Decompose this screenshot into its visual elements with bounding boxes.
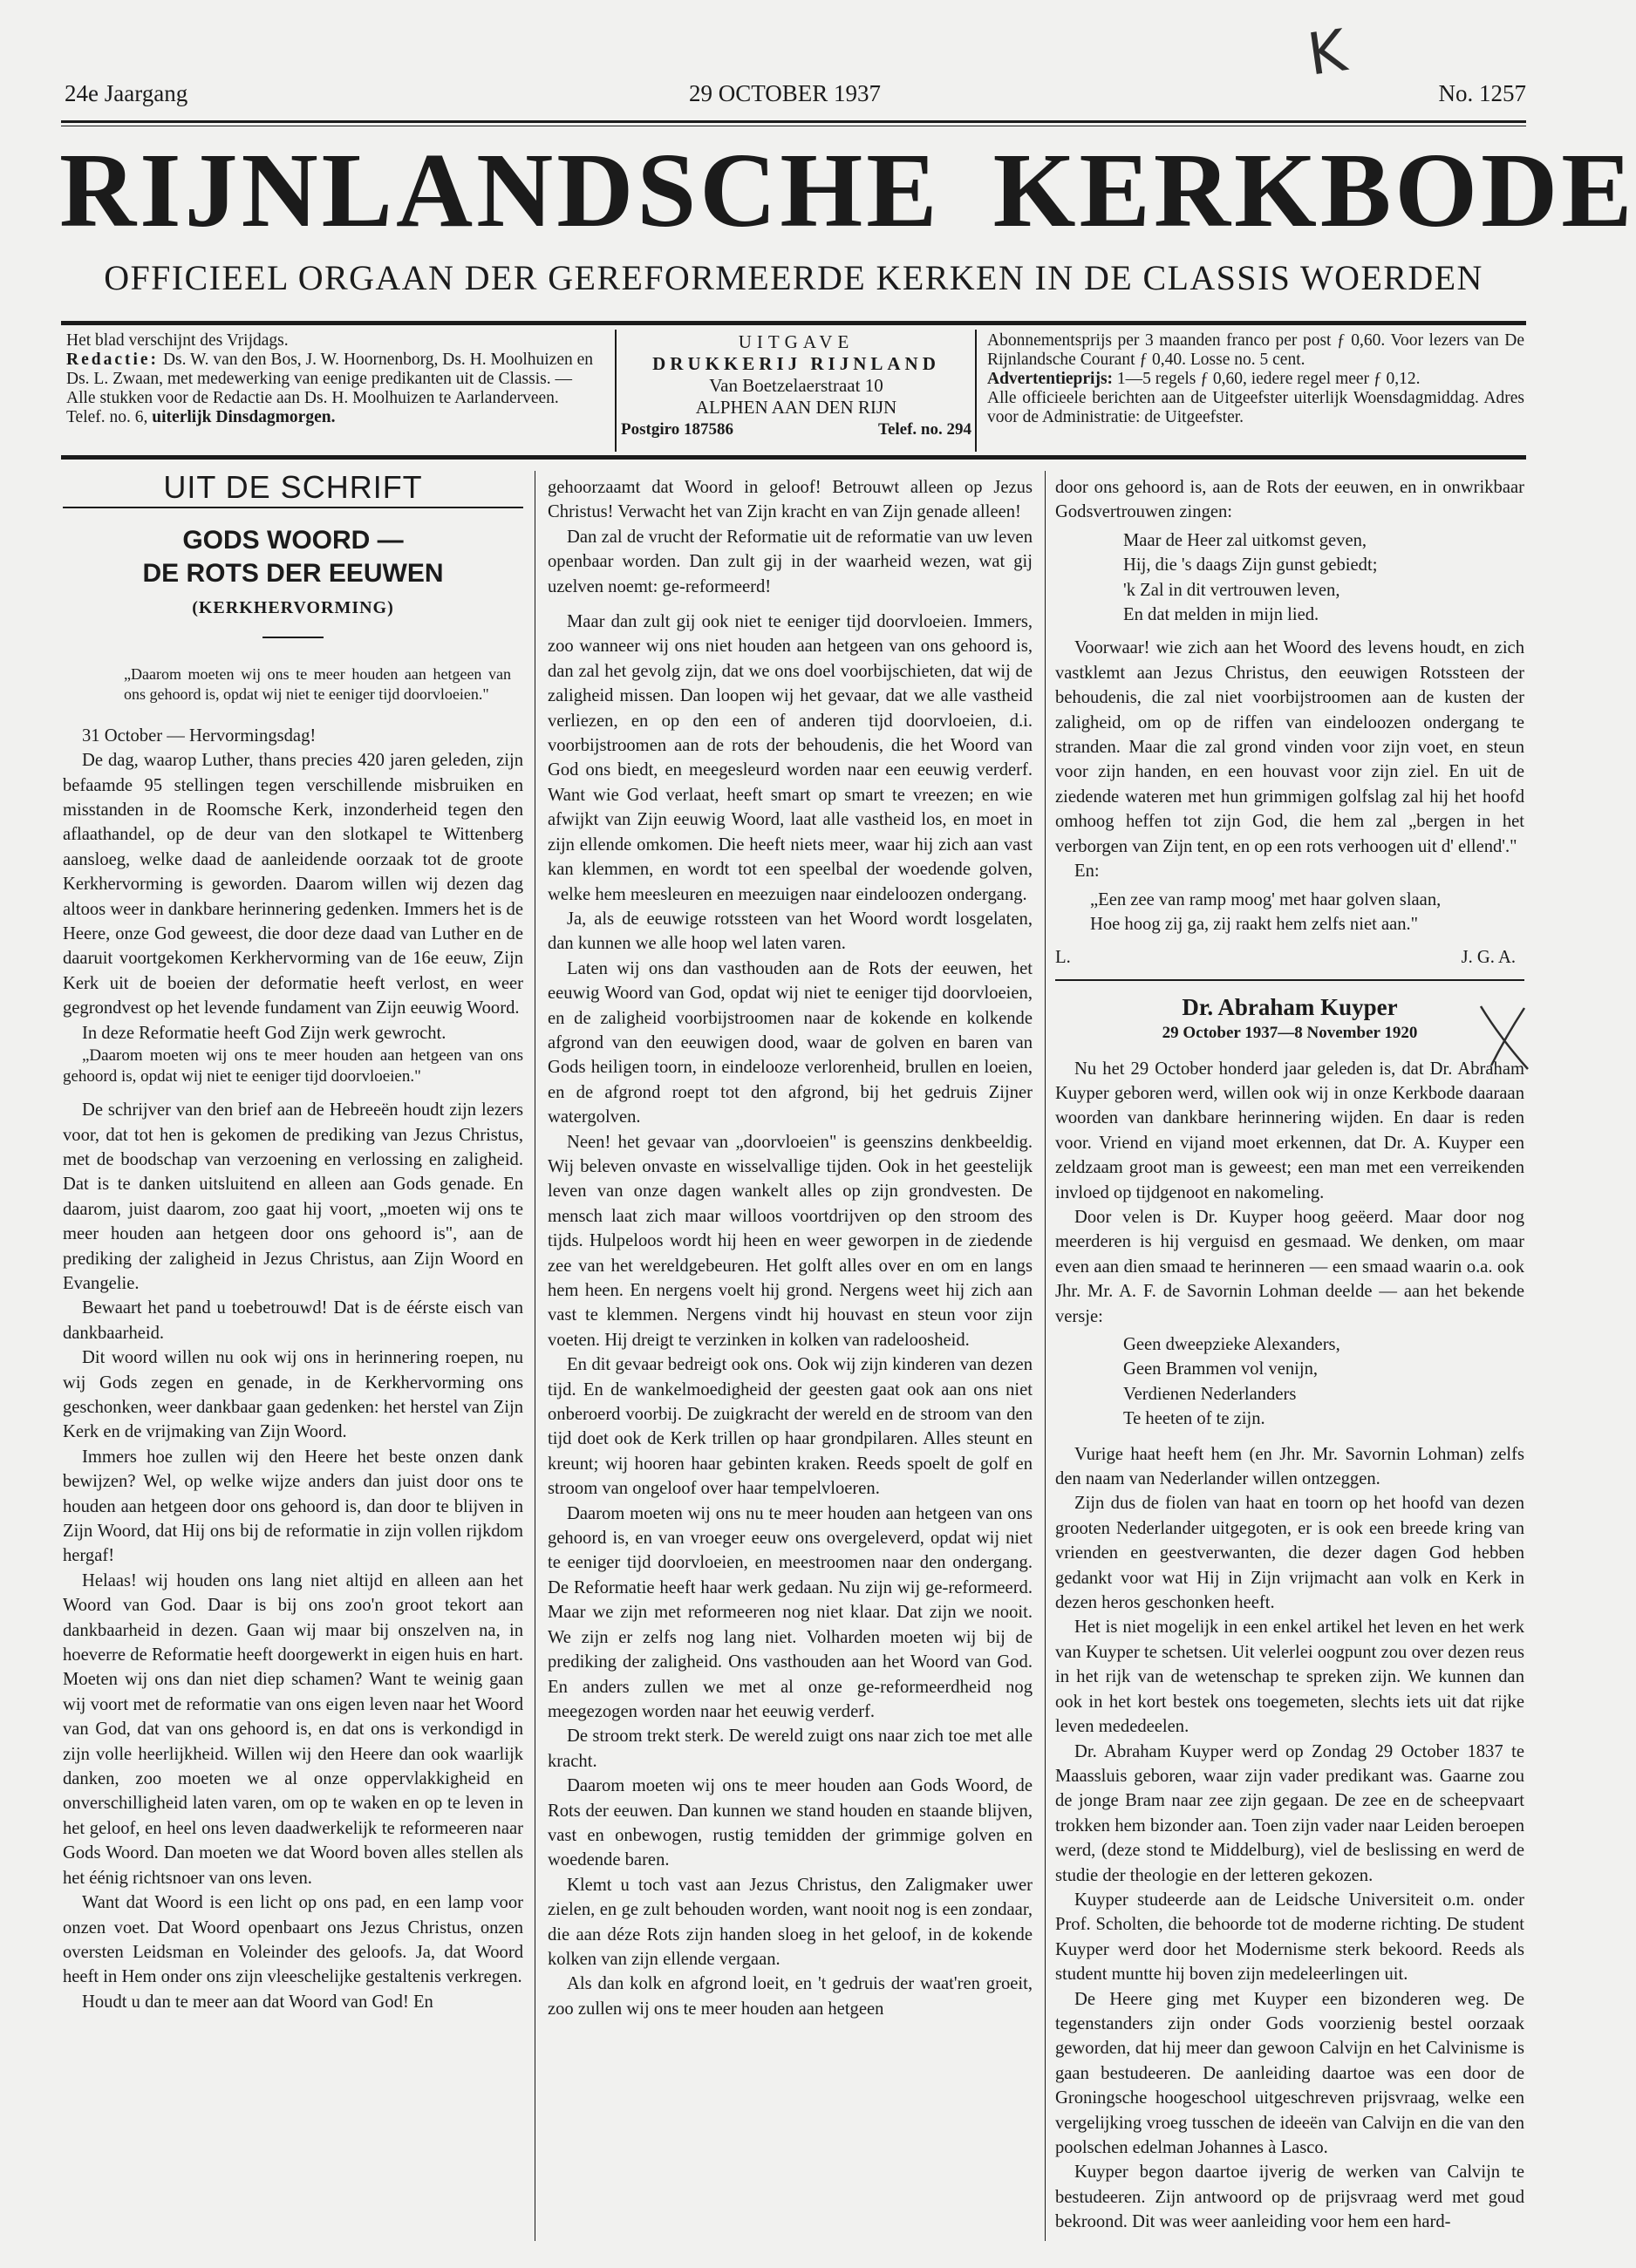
paragraph: Klemt u toch vast aan Jezus Christus, den Zaligmaker uwer zielen, en ge zult behouden worden, want nooit nog is een zondaar, die aan déze Rots zijn handen sloeg in het geloof, in de kokende kolken van zijn ellende vergaan. <box>548 1875 1033 1969</box>
official-notices: Alle officieele berichten aan de Uitgeefster uiterlijk Woensdagmiddag. Adres voor de Administratie: de Uitgeefster. <box>987 389 1524 426</box>
info-divider-2 <box>975 330 977 452</box>
subscription-price: Abonnementsprijs per 3 maanden franco per post ƒ 0,60. Voor lezers van De Rijnlandsche Courant ƒ 0,40. Losse no. 5 cent. <box>987 331 1524 369</box>
paragraph: Dr. Abraham Kuyper werd op Zondag 29 October 1837 te Maassluis geboren, waar zijn vader predikant was. Gaarne zou de jonge Bram naar zee zijn gegaan. De zee en de scheepvaart trokken hem bizonder aan. Toen zijn vader naar Leiden beroepen werd, (deze stond te Middelburg), viel de beslissing en werd de studie der theologie en der letteren gekozen. <box>1055 1741 1524 1885</box>
paragraph: Vurige haat heeft hem (en Jhr. Mr. Savornin Lohman) zelfs den naam van Nederlander willen ontzeggen. <box>1055 1444 1524 1489</box>
masthead-title <box>59 132 1636 249</box>
paragraph: Neen! het gevaar van „doorvloeien" is geenszins denkbeeldig. Wij beleven onvaste en wisselvallige tijden. Ook in het geestelijk leven van onze dagen wankelt alles op zijn grondvesten. De mensch laat zich maar willoos voortdrijven op den stroom des tijds. Hulpeloos wordt hij heen en weer geworpen in de ziedende zee van het wereldgebeuren. Het golft alles over en om en langs hem heen. En nergens voelt hij grond. Nergens weet hij zich aan vast te klemmen. Nergens vindt hij houvast en steun voor zijn voeten. Hij dreigt te verzinken in kolken van radeloosheid. <box>548 1132 1033 1350</box>
paragraph: Als dan kolk en afgrond loeit, en 't gedruis der waat'ren groeit, zoo zullen wij ons te meer houden aan hetgeen <box>548 1974 1033 2019</box>
postgiro: Postgiro 187586 <box>621 420 733 439</box>
redactie-text: Redactie: Ds. W. van den Bos, J. W. Hoornenborg, Ds. H. Moolhuizen en Ds. L. Zwaan, met medewerking van eenige predikanten uit de Classis. — Alle stukken voor de Redactie aan Ds. H. Moolhuizen te Aarlanderveen. Telef. no. 6, uiterlijk Dinsdagmorgen. <box>66 351 594 426</box>
paragraph: Nu het 29 October honderd jaar geleden is, dat Dr. Abraham Kuyper geboren werd, willen ook wij in onze Kerkbode daaraan woorden van dankbare herinnering wijden. En daar is reden voor. Vriend en vijand moet erkennen, dat Dr. A. Kuyper een zeldzaam groot man is geweest; een man met een verreikenden invloed op tijdgenoot en nakomeling. <box>1055 1059 1524 1202</box>
redactie-deadline: uiterlijk Dinsdagmorgen. <box>152 408 336 426</box>
poem-line: „Een zee van ramp moog' met haar golven slaan, <box>1090 889 1442 909</box>
uitgave-label: UITGAVE <box>738 331 855 352</box>
paragraph: In deze Reformatie heeft God Zijn werk gewrocht. <box>82 1023 446 1043</box>
paragraph: Want dat Woord is een licht op ons pad, en een lamp voor onzen voet. Dat Woord openbaart ons Jezus Christus, onzen oversten Leidsman en Voleinder des geloofs. Ja, dat Woord heeft in Hem onder ons zijn vleeschelijke gestaltenis verkregen. <box>63 1893 523 1987</box>
paragraph: Immers hoe zullen wij den Heere het beste onzen dank bewijzen? Wel, op welke wijze anders dan juist door ons te houden aan hetgeen door ons gehoord is, dan door te blijven in Zijn Woord, dat Hij ons bij de reformatie in zijn vollen rijkdom hergaf! <box>63 1447 523 1566</box>
handwritten-x-icon <box>1474 1003 1535 1073</box>
paragraph: Dit woord willen nu ook wij ons in herinnering roepen, nu wij Gods zegen en genade, in de Kerkhervorming ons geschonken, weer dankbaar gaan gedenken: het herstel van Zijn Kerk en de vrijmaking van Zijn Woord. <box>63 1348 523 1442</box>
paragraph: Kuyper begon daartoe ijverig de werken van Calvijn te bestudeeren. Zijn antwoord op de prijsvraag werd met goud bekroond. Dit was weer aanleiding voor hem een hard- <box>1055 2162 1524 2232</box>
paragraph: Maar dan zult gij ook niet te eeniger tijd doorvloeien. Immers, zoo wanneer wij ons niet houden aan hetgeen van ons gehoord is, dan zal het gevolg zijn, dat we ons doel voorbijschieten, dat wij de zaligheid missen. Dan loopen wij het gevaar, dat we alle vastheid verliezen, en op den een of anderen tijd doorvloeien, d.i. voorbijstroomen aan de rots der behoudenis, die het Woord van God ons biedt, en meegesleurd worden naar een eeuwig verderf. Want wie God verlaat, heeft smart op smart te vreezen; en wie afwijkt van Zijn eeuwig Woord, laat alle vastheid los, en moet in zijn ellende omkomen. Die heeft niets meer, waar hij zich aan vast kan klemmen, en wordt tot een speelbal der woedende golven, welke hem meesleuren en meezuigen naar eindeloozen ondergang. <box>548 612 1033 904</box>
masthead-rule <box>61 321 1526 325</box>
quote-paragraph: „Daarom moeten wij ons te meer houden aan hetgeen van ons gehoord is, opdat wij niet te eeniger tijd doorvloeien." <box>63 1046 523 1086</box>
publisher-phone: Telef. no. 294 <box>878 420 971 439</box>
paragraph: Helaas! wij houden ons lang niet altijd en alleen aan het Woord van God. Daar is bij ons zoo'n groot tekort aan dankbaarheid in dezen. Gaan wij maar bij onszelven na, in hoeverre de Reformatie heeft doorgewerkt in eigen huis en hart. Moeten wij ons dan niet diep schamen? Want te weinig gaan wij voort met de reformatie van ons eigen leven naar het Woord van God, dat van ons gehoord is, en dat ons is verkondigd in zijn volle heerlijkheid. Willen wij den Heere dan ook waarlijk danken, zoo moeten we al onze oppervlakkigheid en onverschilligheid laten varen, om op te waken en op te leven in het geloof, en heel ons leven daadwerkelijk te reformeeren naar Gods Woord. Dan moeten we dat Woord boven alles stellen als het éénig richtsnoer van ons leven. <box>63 1570 523 1888</box>
issue-number: No. 1257 <box>1438 80 1526 106</box>
poem-line: 'k Zal in dit vertrouwen leven, <box>1123 580 1340 600</box>
masthead-word-1: RIJNLANDSCHE <box>59 132 941 249</box>
top-rule <box>61 120 1526 123</box>
section-title: UIT DE SCHRIFT <box>63 475 523 508</box>
paragraph: 31 October — Hervormingsdag! <box>82 725 317 746</box>
paragraph: Daarom moeten wij ons nu te meer houden aan hetgeen van ons gehoord is, en van vroeger eeuw ons overgeleverd, opdat wij niet te eeniger tijd doorvloeien, en meestroomen naar den ondergang. De Reformatie heeft haar werk gedaan. Nu zijn wij ge-reformeerd. Maar we zijn met reformeeren nog niet klaar. Dat zijn we nooit. We zijn er zelfs nog lang niet. Volharden moeten wij bij de prediking der zaligheid. Ons vasthouden aan het Woord van God. En anders zullen we met al onze ge-reformeerdheid nog meegezogen worden naar het eeuwig verderf. <box>548 1503 1033 1721</box>
article-title-line-1: GODS WOORD — <box>182 526 404 555</box>
publisher-name: DRUKKERIJ RIJNLAND <box>652 353 940 374</box>
signature <box>1055 945 1524 970</box>
advertising-price: Advertentieprijs: 1—5 regels ƒ 0,60, iedere regel meer ƒ 0,12. <box>987 370 1421 388</box>
volume-label: 24e Jaargang <box>65 80 188 106</box>
column-2 <box>548 475 1033 2021</box>
paragraph: De Heere ging met Kuyper een bizonderen weg. De tegenstanders zijn onder Gods voorzienig bestel oorzaak geworden, dat hij meer dan gewoon Calvijn en het Calvinisme is gaan bestudeeren. De aanleiding daartoe was een door de Groningsche hoogeschool uitgeschreven prijsvraag, welke een vergelijking vroeg tusschen de ideeën van Calvijn en die van den poolschen edelman Johannes à Lasco. <box>1055 1989 1524 2157</box>
publication-day: Het blad verschijnt des Vrijdags. <box>66 331 289 350</box>
info-rule <box>61 455 1526 460</box>
poem-line: Maar de Heer zal uitkomst geven, <box>1123 530 1367 550</box>
article-separator <box>1055 979 1524 981</box>
paragraph: door ons gehoord is, aan de Rots der eeuwen, en in onwrikbaar Godsvertrouwen zingen: <box>1055 478 1524 522</box>
en-label: En: <box>1074 862 1100 882</box>
poem-line: Hoe hoog zij ga, zij raakt hem zelfs niet aan." <box>1090 914 1419 934</box>
column-divider-2 <box>1045 471 1046 2241</box>
paragraph: gehoorzaamt dat Woord in geloof! Betrouwt alleen op Jezus Christus! Verwacht het van Zijn kracht en van Zijn genade alleen! <box>548 478 1033 522</box>
paragraph: Houdt u dan te meer aan dat Woord van God! En <box>82 1992 433 2012</box>
redactie-label: Redactie: <box>66 351 160 369</box>
paragraph: Dan zal de vrucht der Reformatie uit de reformatie van uw leven openbaar worden. Dan zult gij in der waarheid wezen, wat gij uzelven noemt: ge-reformeerd! <box>548 527 1033 596</box>
paragraph: Laten wij ons dan vasthouden aan de Rots der eeuwen, het eeuwig Woord van God, opdat wij niet te eeniger tijd doorvloeien, en de zaligheid voorbijstroomen naar de kokende en kolkende afgrond van den eeuwigen dood, waar de golven en baren van Gods heiligen toorn, in eindelooze verlorenheid, brullen en loeien, en de afgrond roept tot den afgrond, bij het gedruis Zijner watergolven. <box>548 958 1033 1127</box>
poem <box>1055 1332 1524 1432</box>
info-middle <box>621 331 971 450</box>
poem-line: Geen Brammen vol venijn, <box>1123 1359 1319 1379</box>
poem-line: Te heeten of te zijn. <box>1123 1409 1265 1429</box>
paragraph: De stroom trekt sterk. De wereld zuigt ons naar zich toe met alle kracht. <box>548 1727 1033 1771</box>
info-right <box>987 331 1524 450</box>
publisher-city: ALPHEN AAN DEN RIJN <box>695 397 897 418</box>
paragraph: Kuyper studeerde aan de Leidsche Universiteit o.m. onder Prof. Scholten, die behoorde tot de moderne richting. De student Kuyper werd door het Modernisme sterk bekoord. Reeds als student muntte hij boven zijn medeleerlingen uit. <box>1055 1890 1524 1985</box>
poem-line: Hij, die 's daags Zijn gunst gebiedt; <box>1123 555 1378 576</box>
epigraph: „Daarom moeten wij ons te meer houden aan hetgeen van ons gehoord is, opdat wij niet te eeniger tijd doorvloeien." <box>124 664 511 703</box>
paragraph: Het is niet mogelijk in een enkel artikel het leven en het werk van Kuyper te schetsen. Uit velerlei oogpunt zou over dezen reus in het rijk van de wetenschap te spreken zijn. We kunnen dan ook in het kort bestek ons toegemeten, slechts iets uit dat rijke leven mededeelen. <box>1055 1618 1524 1737</box>
poem <box>1055 888 1524 937</box>
poem-line: En dat melden in mijn lied. <box>1123 605 1319 625</box>
paragraph: Voorwaar! wie zich aan het Woord des levens houdt, en zich vastklemt aan Jezus Christus, den eeuwigen Rotssteen der behoudenis, die zal niet voorbijstroomen aan de kusten der zaligheid, om op de riffen van eindeloozen ondergang te stranden. Maar die zal grond vinden voor zijn voet, en steun voor zijn handen, en een houvast voor zijn ziel. En uit de ziedende wateren met hun grimmigen golfslag zal hij het hoofd omhoog heffen tot zijn God, die hem zal „bergen in het verborgen van Zijn tent, en op een rots verhoogen uit d' ellend'." <box>1055 638 1524 856</box>
paragraph: Ja, als de eeuwige rotssteen van het Woord wordt losgelaten, dan kunnen we alle hoop wel laten varen. <box>548 909 1033 954</box>
paragraph: Bewaart het pand u toebetrouwd! Dat is de éérste eisch van dankbaarheid. <box>63 1298 523 1343</box>
paragraph: Zijn dus de fiolen van haat en toorn op het hoofd van dezen grooten Nederlander uitgegoten, er is ook een breede kring van vrienden en geestverwanten, die dezer dagen God hebben gedankt voor wat Hij in Zijn vrijmacht aan volk en Kerk in dezen heros geschonken heeft. <box>1055 1494 1524 1613</box>
info-divider-1 <box>615 330 617 452</box>
issue-date: 29 OCTOBER 1937 <box>689 80 882 106</box>
poem-line: Geen dweepzieke Alexanders, <box>1123 1335 1340 1354</box>
paragraph: Daarom moeten wij ons te meer houden aan Gods Woord, de Rots der eeuwen. Dan kunnen we stand houden en staande blijven, vast en onbewogen, rustig temidden der grimmige golven en woedende baren. <box>548 1776 1033 1870</box>
signature-right: J. G. A. <box>1461 948 1516 968</box>
article-subtitle: (KERKHERVORMING) <box>192 598 394 618</box>
masthead-word-2: KERKBODE <box>992 132 1636 249</box>
paragraph: De dag, waarop Luther, thans precies 420 jaren geleden, zijn befaamde 95 stellingen tegen verschillende misbruiken en misstanden in de Roomsche Kerk, inzonderheid tegen den aflaathandel, op de deur van den slotkapel te Wittenberg aansloeg, welke daad de aanleidende oorzaak tot de groote Kerkhervorming is geworden. Daarom willen wij dezen dag altoos weer in dankbare herinnering gedenken. Immers het is de Heere, onze God geweest, die door deze daad van Luther en de daaruit voortgekomen Kerkhervorming van de 16e eeuw, Zijn Kerk uit de boeien der deformatie heeft verlost, en weer gegrondvest op het levende fundament van Zijn eeuwig Woord. <box>63 751 523 1018</box>
advertising-label: Advertentieprijs: <box>987 370 1114 388</box>
poem-line: Verdienen Nederlanders <box>1123 1384 1297 1404</box>
publisher-street: Van Boetzelaerstraat 10 <box>709 375 883 396</box>
info-left <box>66 331 598 450</box>
postgiro-row <box>621 419 971 440</box>
poem <box>1055 528 1524 628</box>
column-3 <box>1055 475 1524 2235</box>
signature-left: L. <box>1055 948 1071 968</box>
kuyper-title: Dr. Abraham Kuyper <box>1182 993 1398 1020</box>
masthead-subtitle: OFFICIEEL ORGAAN DER GEREFORMEERDE KERKEN IN DE CLASSIS WOERDEN <box>104 258 1483 297</box>
column-1 <box>63 469 523 2014</box>
title-rule <box>262 637 324 638</box>
kuyper-dates: 29 October 1937—8 November 1920 <box>1162 1024 1418 1043</box>
paragraph: Door velen is Dr. Kuyper hoog geëerd. Maar door nog meerderen is hij verguisd en gesmaad. We denken, om maar even aan dien smaad te herinneren — een smaad waarin o.a. ook Jhr. Mr. A. F. de Savornin Lohman deelde — aan het bekende versje: <box>1055 1207 1524 1326</box>
handwritten-mark: K <box>1303 17 1351 89</box>
article-title-line-2: DE ROTS DER EEUWEN <box>142 559 444 589</box>
paragraph: En dit gevaar bedreigt ook ons. Ook wij zijn kinderen van dezen tijd. En de wankelmoedigheid der geesten gaat ook aan ons niet onberoerd voorbij. De zuigkracht der wereld en de stroom van den tijd doet ook de Kerk trillen op haar grondpilaren. Alles steunt en kreunt; wij hooren haar gebinten kraken. Reeds spoelt de golf en stroom van ongeloof over haar tempelvloeren. <box>548 1355 1033 1499</box>
paragraph: De schrijver van den brief aan de Hebreeën houdt zijn lezers voor, dat tot hen is gekomen de prediking van Jezus Christus, met de boodschap van verzoening en verlossing en zaligheid. Dat is te danken uitsluitend en alleen aan Gods genade. En daarom, juist daarom, zoo gaat hij voort, „moeten wij ons te meer houden aan hetgeen door ons gehoord is", aan de prediking der zaligheid in Jezus Christus, aan Zijn Woord en Evangelie. <box>63 1100 523 1293</box>
